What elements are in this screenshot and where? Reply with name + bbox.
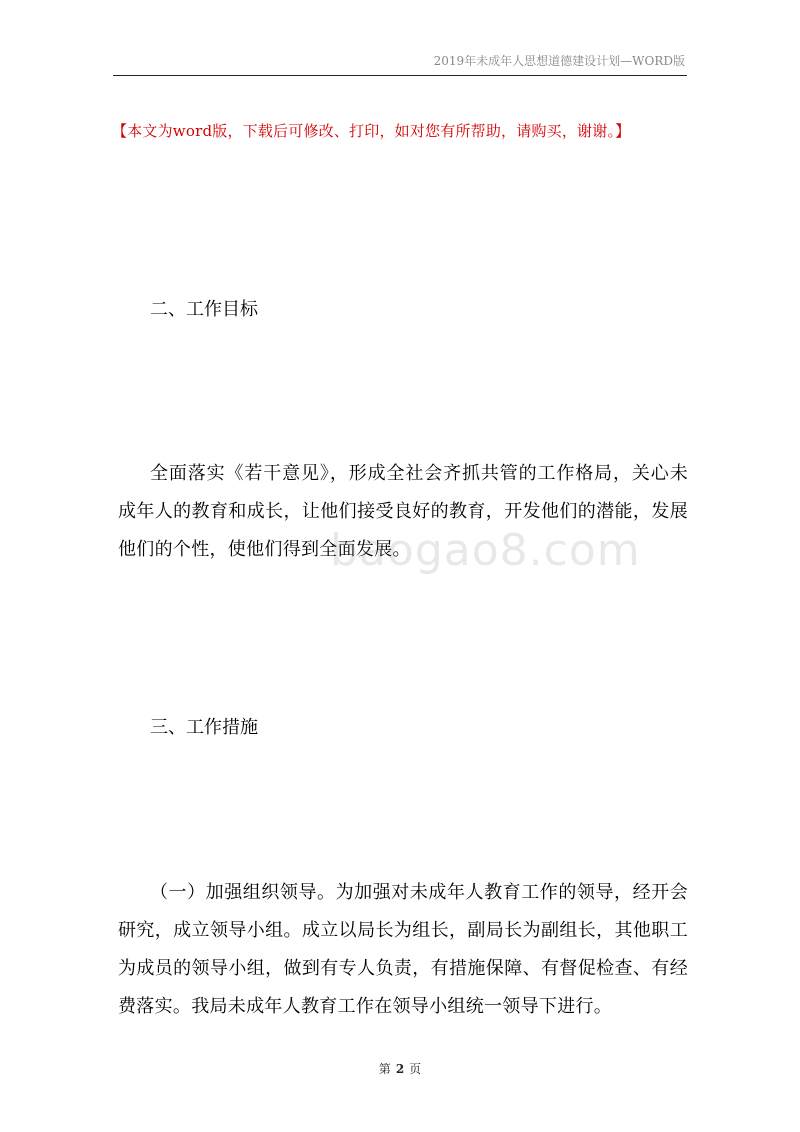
section-heading-goals: 二、工作目标: [150, 299, 258, 320]
paragraph-goals: 全面落实《若干意见》，形成全社会齐抓共管的工作格局，关心未成年人的教育和成长，让他们接受良好的教育，开发他们的潜能，发展他们的个性，使他们得到全面发展。: [118, 463, 688, 560]
header-divider: [113, 75, 687, 76]
watermark: baogao8.com: [330, 525, 641, 576]
purchase-notice: 【本文为word版，下载后可修改、打印，如对您有所帮助，请购买，谢谢。】: [112, 122, 631, 140]
footer-suffix: 页: [409, 1062, 422, 1076]
paragraph-measures: （一）加强组织领导。为加强对未成年人教育工作的领导，经开会研究，成立领导小组。成立以局长为组长，副局长为副组长，其他职工为成员的领导小组，做到有专人负责，有措施保障、有督促检查、有经费落实。我局未成年人教育工作在领导小组统一领导下进行。: [118, 882, 688, 1017]
footer-prefix: 第: [378, 1062, 391, 1076]
page-number: 2: [395, 1062, 405, 1076]
section-heading-measures: 三、工作措施: [150, 717, 258, 738]
page-header-title: 2019年未成年人思想道德建设计划—WORD版: [433, 54, 685, 68]
page-footer: [0, 1060, 800, 1077]
